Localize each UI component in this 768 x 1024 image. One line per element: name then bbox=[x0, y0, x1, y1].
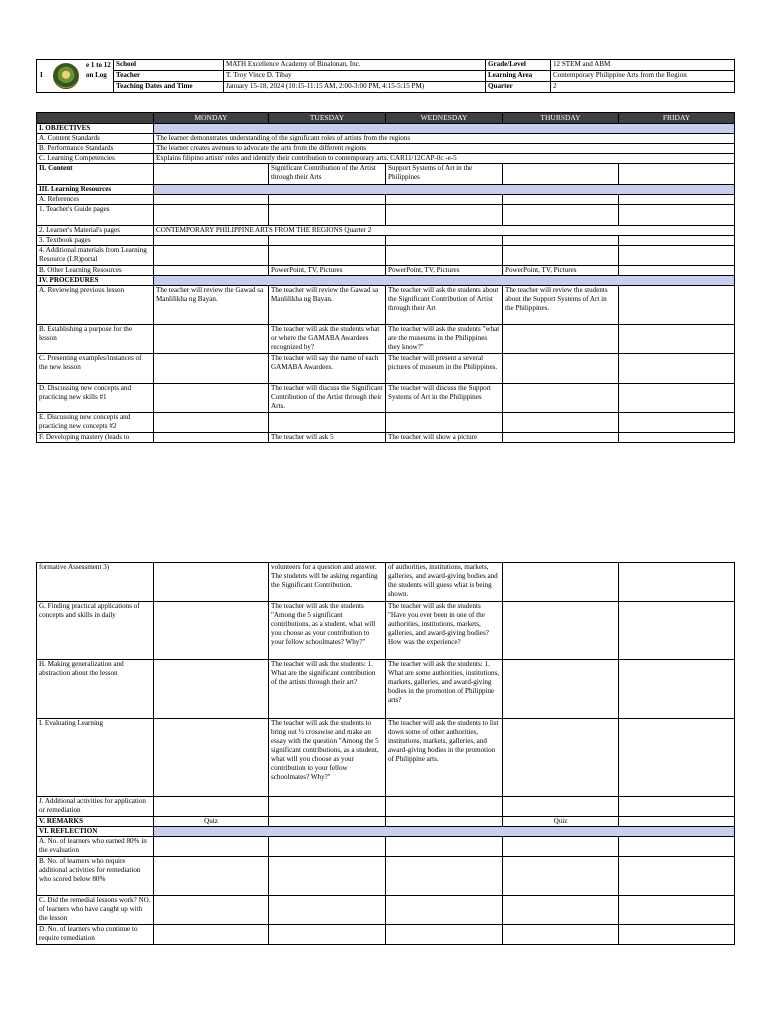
day-cell-monday bbox=[154, 837, 269, 857]
teacher-label: Teacher bbox=[114, 71, 224, 82]
table-row bbox=[37, 896, 735, 925]
day-cell-monday bbox=[154, 164, 269, 185]
day-cell-wednesday: Support Systems of Art in the Philippines bbox=[386, 164, 503, 185]
day-cell-friday bbox=[619, 205, 735, 226]
day-cell-monday bbox=[154, 660, 269, 719]
table-row bbox=[37, 164, 735, 185]
row-label: B. Other Learning Resources bbox=[37, 266, 154, 276]
table-row bbox=[37, 236, 735, 246]
table-row bbox=[37, 144, 735, 154]
table-row bbox=[37, 226, 735, 236]
day-cell-thursday bbox=[503, 660, 619, 719]
day-cell-tuesday bbox=[269, 246, 386, 266]
grade-value: 12 STEM and ABM bbox=[551, 60, 735, 71]
day-cell-wednesday bbox=[386, 857, 503, 896]
day-header-blank bbox=[37, 113, 154, 124]
day-cell-tuesday bbox=[269, 195, 386, 205]
row-label: A. No. of learners who earned 80% in the evaluation bbox=[37, 837, 154, 857]
table-row bbox=[37, 354, 735, 384]
table-row bbox=[37, 195, 735, 205]
day-cell-friday bbox=[619, 266, 735, 276]
day-cell-friday bbox=[619, 246, 735, 266]
day-cell-friday bbox=[619, 164, 735, 185]
table-body-part2 bbox=[37, 563, 735, 945]
day-cell-monday bbox=[154, 354, 269, 384]
day-cell-thursday bbox=[503, 563, 619, 602]
day-cell-friday bbox=[619, 817, 735, 827]
row-span-text: CONTEMPORARY PHILIPPINE ARTS FROM THE REGIONS Quarter 2 bbox=[154, 226, 735, 236]
school-seal-icon bbox=[53, 63, 79, 89]
day-cell-thursday bbox=[503, 433, 619, 443]
day-cell-friday bbox=[619, 325, 735, 354]
day-cell-thursday bbox=[503, 925, 619, 945]
day-header-thursday: THURSDAY bbox=[503, 113, 619, 124]
row-label: 3. Textbook pages bbox=[37, 236, 154, 246]
day-cell-wednesday: PowerPoint, TV, Pictures bbox=[386, 266, 503, 276]
row-label: VI. REFLECTION bbox=[37, 827, 154, 837]
day-cell-friday bbox=[619, 384, 735, 413]
day-cell-thursday bbox=[503, 896, 619, 925]
day-cell-wednesday bbox=[386, 817, 503, 827]
day-cell-thursday: Quiz bbox=[503, 817, 619, 827]
row-label: formative Assessment 3) bbox=[37, 563, 154, 602]
day-cell-monday bbox=[154, 246, 269, 266]
table-row bbox=[37, 925, 735, 945]
logo-text-left: I bbox=[40, 71, 43, 79]
row-span-text: The learner creates avenues to advocate the arts from the different regions bbox=[154, 144, 735, 154]
row-label: C. Learning Competencies bbox=[37, 154, 154, 164]
area-value: Contemporary Philippine Arts from the Region bbox=[551, 71, 735, 82]
day-cell-thursday bbox=[503, 413, 619, 433]
table-row bbox=[37, 817, 735, 827]
table-row bbox=[37, 660, 735, 719]
day-cell-wednesday: The teacher will ask the students to list down some of other authorities, institutions, markets, galleries, and award-giving bodies in the promotion of Philippine arts. bbox=[386, 719, 503, 797]
day-cell-wednesday bbox=[386, 413, 503, 433]
day-cell-monday bbox=[154, 857, 269, 896]
day-cell-tuesday: The teacher will discuss the Significant Contribution of the Artist through their Arts. bbox=[269, 384, 386, 413]
logo-text-line2: on Log bbox=[86, 71, 107, 79]
day-cell-thursday bbox=[503, 602, 619, 660]
day-cell-friday bbox=[619, 857, 735, 896]
section-row bbox=[37, 185, 735, 195]
day-cell-monday bbox=[154, 602, 269, 660]
row-label: B. Performance Standards bbox=[37, 144, 154, 154]
day-cell-thursday bbox=[503, 719, 619, 797]
day-cell-friday bbox=[619, 433, 735, 443]
row-label: 1. Teacher's Guide pages bbox=[37, 205, 154, 226]
section-row bbox=[37, 124, 735, 134]
table-row bbox=[37, 134, 735, 144]
day-cell-tuesday bbox=[269, 205, 386, 226]
day-cell-thursday bbox=[503, 797, 619, 817]
section-fill bbox=[154, 827, 735, 837]
day-cell-wednesday bbox=[386, 925, 503, 945]
day-cell-thursday bbox=[503, 246, 619, 266]
day-cell-tuesday bbox=[269, 236, 386, 246]
day-cell-tuesday bbox=[269, 413, 386, 433]
quarter-label: Quarter bbox=[486, 82, 551, 93]
day-cell-tuesday bbox=[269, 857, 386, 896]
day-cell-wednesday bbox=[386, 797, 503, 817]
day-cell-thursday bbox=[503, 325, 619, 354]
table-row bbox=[37, 563, 735, 602]
day-cell-friday bbox=[619, 660, 735, 719]
table-row bbox=[37, 384, 735, 413]
day-cell-wednesday: The teacher will show a picture bbox=[386, 433, 503, 443]
row-label: D. Discussing new concepts and practicing new skills #1 bbox=[37, 384, 154, 413]
day-cell-monday bbox=[154, 236, 269, 246]
table-row bbox=[37, 286, 735, 325]
day-cell-monday bbox=[154, 384, 269, 413]
day-header-friday: FRIDAY bbox=[619, 113, 735, 124]
row-label: II. Content bbox=[37, 164, 154, 185]
day-cell-monday bbox=[154, 563, 269, 602]
dates-value: January 15-18, 2024 (10:15-11:15 AM, 2:00-3:00 PM, 4:15-5:15 PM) bbox=[224, 82, 486, 93]
row-label: G. Finding practical applications of concepts and skills in daily bbox=[37, 602, 154, 660]
day-cell-thursday bbox=[503, 384, 619, 413]
row-label: B. No. of learners who require additional activities for remediation who scored below 80% bbox=[37, 857, 154, 896]
table-row bbox=[37, 154, 735, 164]
table-row bbox=[37, 797, 735, 817]
day-cell-wednesday bbox=[386, 837, 503, 857]
day-cell-friday bbox=[619, 413, 735, 433]
day-cell-tuesday: The teacher will ask the students what or where the GAMABA Awardees recognized by? bbox=[269, 325, 386, 354]
day-cell-monday bbox=[154, 433, 269, 443]
day-cell-thursday bbox=[503, 236, 619, 246]
lesson-log-table-part1 bbox=[36, 112, 735, 443]
table-body-part1 bbox=[37, 124, 735, 443]
day-cell-friday bbox=[619, 195, 735, 205]
day-cell-monday bbox=[154, 266, 269, 276]
section-fill bbox=[154, 185, 735, 195]
row-label: I. OBJECTIVES bbox=[37, 124, 154, 134]
day-cell-thursday bbox=[503, 837, 619, 857]
row-label: III. Learning Resources bbox=[37, 185, 154, 195]
row-label: A. Reviewing previous lesson bbox=[37, 286, 154, 325]
table-row bbox=[37, 857, 735, 896]
day-cell-wednesday bbox=[386, 195, 503, 205]
row-label: C. Presenting examples/instances of the new lesson bbox=[37, 354, 154, 384]
row-label: F. Developing mastery (leads to bbox=[37, 433, 154, 443]
row-label: H. Making generalization and abstraction about the lesson bbox=[37, 660, 154, 719]
day-cell-wednesday: The teacher will ask the students about the Significant Contribution of Artist through their Art bbox=[386, 286, 503, 325]
day-cell-tuesday bbox=[269, 896, 386, 925]
day-cell-friday bbox=[619, 236, 735, 246]
day-cell-tuesday: The teacher will ask 5 bbox=[269, 433, 386, 443]
table-row bbox=[37, 837, 735, 857]
logo-text-line1: e 1 to 12 bbox=[86, 61, 111, 69]
day-cell-thursday bbox=[503, 164, 619, 185]
day-cell-friday bbox=[619, 286, 735, 325]
day-cell-wednesday bbox=[386, 896, 503, 925]
day-cell-tuesday: Significant Contribution of the Artist through their Arts bbox=[269, 164, 386, 185]
table-row bbox=[37, 266, 735, 276]
day-cell-monday bbox=[154, 195, 269, 205]
dates-label: Teaching Dates and Time bbox=[114, 82, 224, 93]
header-table bbox=[36, 59, 735, 93]
day-cell-thursday bbox=[503, 857, 619, 896]
day-cell-wednesday: The teacher will present a several pictures of museum in the Philippines. bbox=[386, 354, 503, 384]
row-label: E. Discussing new concepts and practicing new concepts #2 bbox=[37, 413, 154, 433]
row-label: D. No. of learners who continue to require remediation bbox=[37, 925, 154, 945]
day-cell-friday bbox=[619, 354, 735, 384]
day-cell-monday bbox=[154, 413, 269, 433]
row-label: C. Did the remedial lessons work? NO. of learners who have caught up with the lesson bbox=[37, 896, 154, 925]
day-cell-friday bbox=[619, 602, 735, 660]
day-cell-thursday bbox=[503, 354, 619, 384]
day-cell-tuesday: The teacher will ask the students: 1. What are the significant contribution of the artists through their art? bbox=[269, 660, 386, 719]
day-cell-tuesday bbox=[269, 837, 386, 857]
day-cell-thursday bbox=[503, 195, 619, 205]
day-header-monday: MONDAY bbox=[154, 113, 269, 124]
day-cell-monday: The teacher will review the Gawad sa Manlilikha ng Bayan. bbox=[154, 286, 269, 325]
day-cell-tuesday bbox=[269, 797, 386, 817]
day-cell-wednesday bbox=[386, 246, 503, 266]
table-row bbox=[37, 325, 735, 354]
table-row bbox=[37, 246, 735, 266]
table-row bbox=[37, 719, 735, 797]
section-fill bbox=[154, 276, 735, 286]
day-cell-wednesday: The teacher will ask the students "Have you ever been in one of the authorities, institutions, markets, galleries, and award-giving bodies? How was the experience? bbox=[386, 602, 503, 660]
day-cell-friday bbox=[619, 797, 735, 817]
day-cell-tuesday bbox=[269, 817, 386, 827]
row-label: I. Evaluating Learning bbox=[37, 719, 154, 797]
teacher-value: T. Troy Vince D. Tibay bbox=[224, 71, 486, 82]
day-cell-tuesday: PowerPoint, TV, Pictures bbox=[269, 266, 386, 276]
row-label: A. References bbox=[37, 195, 154, 205]
day-cell-monday: Quiz bbox=[154, 817, 269, 827]
day-cell-tuesday: The teacher will review the Gawad sa Manlilikha ng Bayan. bbox=[269, 286, 386, 325]
day-cell-thursday: The teacher will review the students about the Support Systems of Art in the Philippines. bbox=[503, 286, 619, 325]
day-cell-monday bbox=[154, 325, 269, 354]
day-cell-wednesday: The teacher will ask the students "what are the museums in the Philippines they know?" bbox=[386, 325, 503, 354]
day-cell-thursday: PowerPoint, TV, Pictures bbox=[503, 266, 619, 276]
day-cell-wednesday: The teacher will ask the students: 1. What are some authorities, institutions, markets, galleries, and award-giving bodies in the promotion of Philippine arts? bbox=[386, 660, 503, 719]
lesson-log-table-part2 bbox=[36, 562, 735, 945]
day-cell-monday bbox=[154, 925, 269, 945]
day-cell-tuesday: The teacher will ask the students "Among the 5 significant contributions, as a student, what will you choose as your contribution to your fellow schoolmates? Why?" bbox=[269, 602, 386, 660]
day-cell-monday bbox=[154, 205, 269, 226]
quarter-value: 2 bbox=[551, 82, 735, 93]
day-cell-tuesday bbox=[269, 925, 386, 945]
row-span-text: Explains filipino artists' roles and identify their contribution to contemporary arts. CAR11/12CAP-0c -e-5 bbox=[154, 154, 735, 164]
school-value: MATH Excellence Academy of Binalonan, Inc. bbox=[224, 60, 486, 71]
table-row bbox=[37, 205, 735, 226]
day-cell-friday bbox=[619, 563, 735, 602]
table-row bbox=[37, 413, 735, 433]
day-cell-tuesday: The teacher will ask the students to bring out ½ crosswise and make an essay with the question "Among the 5 significant contributions, as a student, what will you choose as your contribution to your fellow schoolmates? Why?" bbox=[269, 719, 386, 797]
day-cell-wednesday bbox=[386, 205, 503, 226]
row-label: A. Content Standards bbox=[37, 134, 154, 144]
row-span-text: The learner demonstrates understanding of the significant roles of artists from the regions bbox=[154, 134, 735, 144]
day-cell-tuesday: The teacher will say the name of each GAMABA Awardees. bbox=[269, 354, 386, 384]
row-label: J. Additional activities for application or remediation bbox=[37, 797, 154, 817]
day-cell-friday bbox=[619, 925, 735, 945]
table-row bbox=[37, 433, 735, 443]
day-header-row bbox=[37, 113, 735, 124]
row-label: 2. Learner's Material's pages bbox=[37, 226, 154, 236]
day-header-wednesday: WEDNESDAY bbox=[386, 113, 503, 124]
day-cell-friday bbox=[619, 837, 735, 857]
day-cell-thursday bbox=[503, 205, 619, 226]
row-label: 4. Additional materials from Learning Resource (LR)portal bbox=[37, 246, 154, 266]
logo-cell bbox=[37, 60, 114, 93]
day-cell-tuesday: volunteers for a question and answer. The students will be asking regarding the Significant Contribution. bbox=[269, 563, 386, 602]
row-label: IV. PROCEDURES bbox=[37, 276, 154, 286]
day-cell-wednesday: of authorities, institutions, markets, galleries, and award-giving bodies and the students will guess what is being shown. bbox=[386, 563, 503, 602]
day-cell-friday bbox=[619, 896, 735, 925]
table-row bbox=[37, 602, 735, 660]
day-cell-wednesday: The teacher will discuss the Support Systems of Art in the Philippines bbox=[386, 384, 503, 413]
day-cell-friday bbox=[619, 719, 735, 797]
day-header-tuesday: TUESDAY bbox=[269, 113, 386, 124]
row-label: V. REMARKS bbox=[37, 817, 154, 827]
day-cell-monday bbox=[154, 797, 269, 817]
section-row bbox=[37, 827, 735, 837]
row-label: B. Establishing a purpose for the lesson bbox=[37, 325, 154, 354]
day-cell-monday bbox=[154, 896, 269, 925]
grade-label: Grade/Level bbox=[486, 60, 551, 71]
area-label: Learning Area bbox=[486, 71, 551, 82]
section-fill bbox=[154, 124, 735, 134]
day-cell-monday bbox=[154, 719, 269, 797]
day-cell-wednesday bbox=[386, 236, 503, 246]
section-row bbox=[37, 276, 735, 286]
school-label: School bbox=[114, 60, 224, 71]
